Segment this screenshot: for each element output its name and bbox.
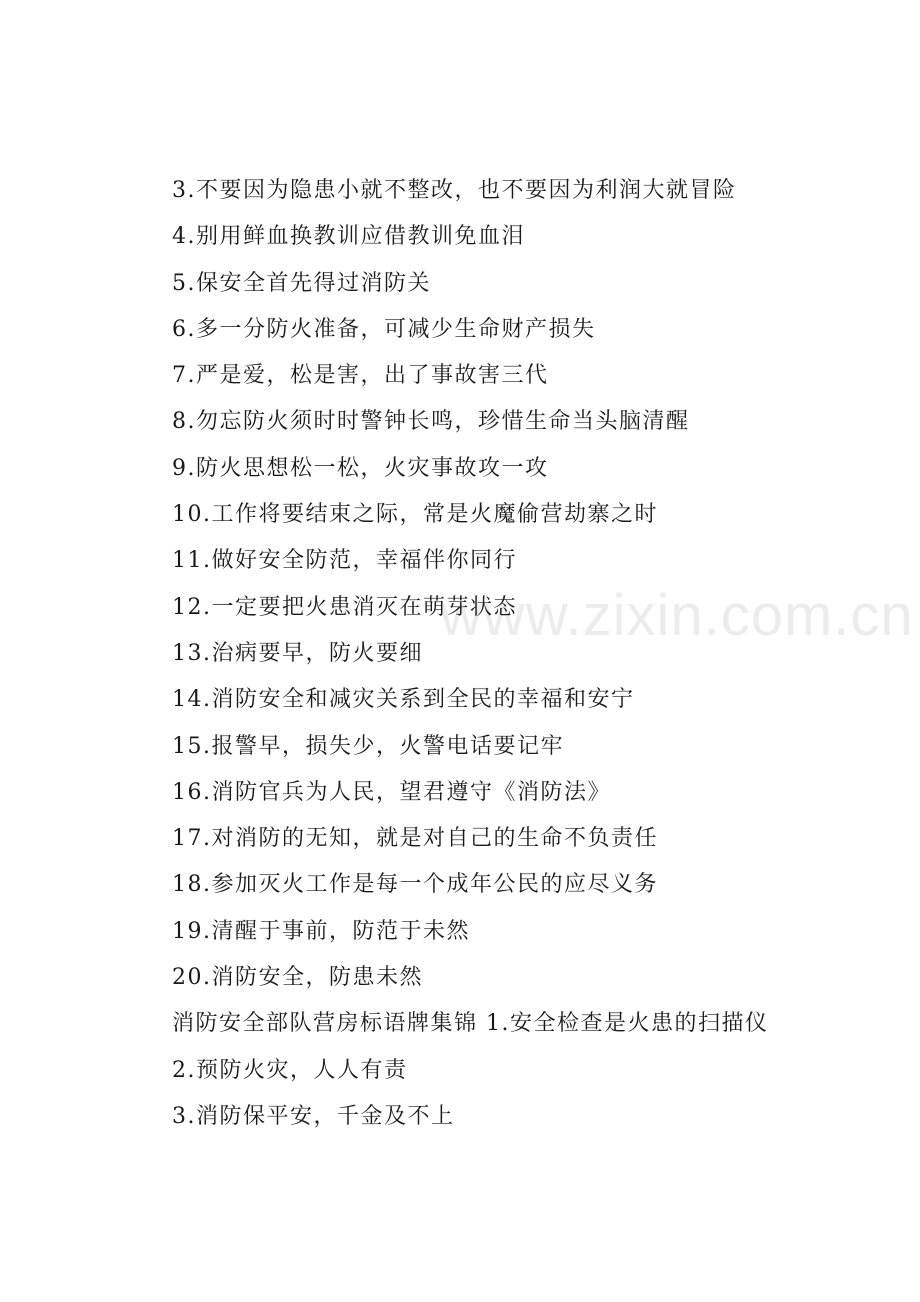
document-body [172, 168, 872, 1140]
text-line: 11.做好安全防范，幸福伴你同行 [172, 548, 517, 574]
watermark: www.zixin.com.cn [440, 583, 914, 648]
text-line: 12.一定要把火患消灭在萌芽状态 [172, 594, 517, 620]
text-line: 19.清醒于事前，防范于未然 [172, 918, 470, 944]
text-line: 14.消防安全和减灾关系到全民的幸福和安宁 [172, 687, 635, 713]
text-line: 10.工作将要结束之际，常是火魔偷营劫寨之时 [172, 502, 658, 528]
section-heading-line: 消防安全部队营房标语牌集锦 1.安全检查是火患的扫描仪 [172, 1011, 769, 1037]
text-line: 17.对消防的无知，就是对自己的生命不负责任 [172, 826, 658, 852]
text-line: 5.保安全首先得过消防关 [172, 270, 431, 296]
text-line: 6.多一分防火准备，可减少生命财产损失 [172, 316, 596, 342]
text-line: 18.参加灭火工作是每一个成年公民的应尽义务 [172, 872, 658, 898]
text-line: 9.防火思想松一松，火灾事故攻一攻 [172, 455, 549, 481]
text-line: 2.预防火灾，人人有责 [172, 1057, 408, 1083]
text-line: 15.报警早，损失少，火警电话要记牢 [172, 733, 564, 759]
text-line: 4.别用鲜血换教训应借教训免血泪 [172, 224, 525, 250]
text-line: 20.消防安全，防患未然 [172, 965, 423, 991]
text-line: 3.消防保平安，千金及不上 [172, 1103, 455, 1129]
text-line: 13.治病要早，防火要细 [172, 640, 423, 666]
text-line: 3.不要因为隐患小就不整改，也不要因为利润大就冒险 [172, 178, 737, 203]
text-line: 7.严是爱，松是害，出了事故害三代 [172, 363, 549, 389]
text-line: 8.勿忘防火须时时警钟长鸣，珍惜生命当头脑清醒 [172, 409, 690, 435]
text-line: 16.消防官兵为人民，望君遵守《消防法》 [172, 779, 611, 805]
